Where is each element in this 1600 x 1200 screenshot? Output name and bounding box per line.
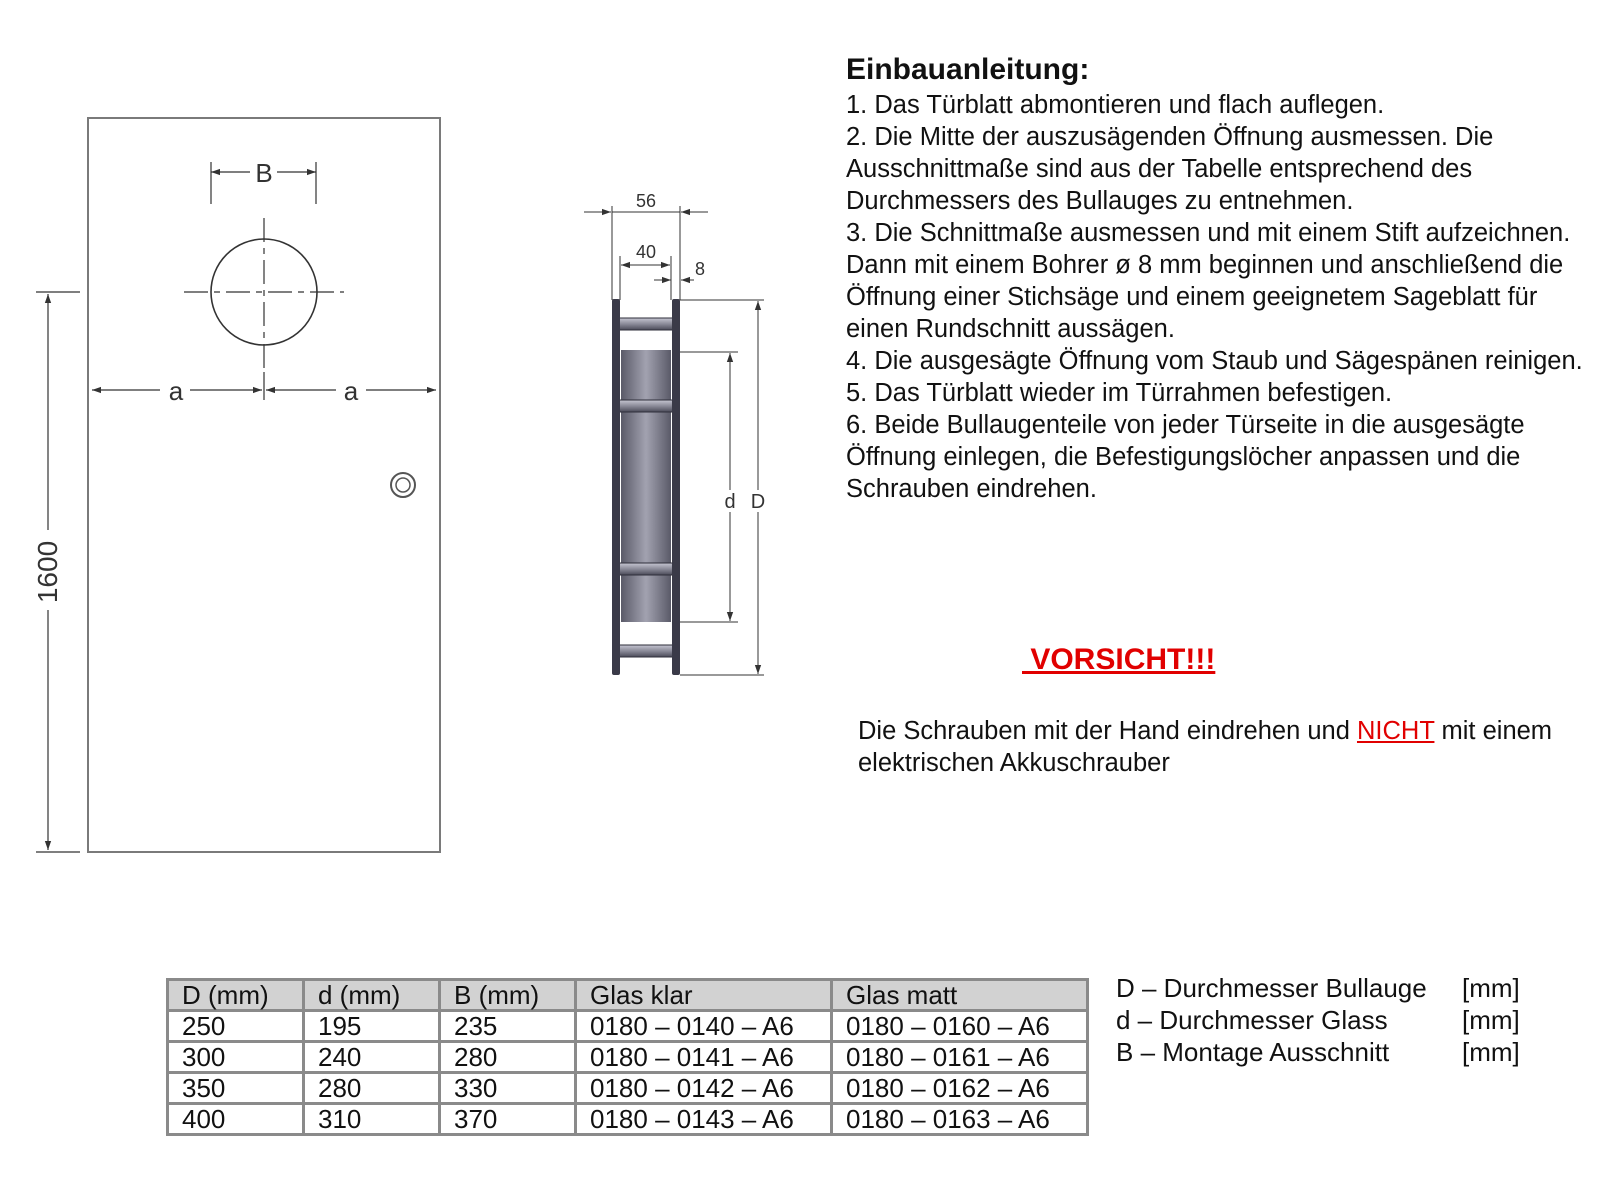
instruction-step: 6. Beide Bullaugenteile von jeder Türseite in die ausgesägte Öffnung einlegen, die Befestigungslöcher anpassen und die Schrauben eindrehen. bbox=[846, 411, 1525, 503]
label-height: 1600 bbox=[32, 540, 63, 604]
ring-upper bbox=[616, 400, 676, 412]
table-header-row bbox=[168, 980, 1088, 1011]
installation-instructions bbox=[846, 52, 1596, 505]
table-row bbox=[168, 1104, 1088, 1135]
table-row bbox=[168, 1042, 1088, 1073]
table-cell: 280 bbox=[440, 1042, 576, 1073]
table-row bbox=[168, 1073, 1088, 1104]
table-cell: 400 bbox=[168, 1104, 304, 1135]
table-cell: 0180 – 0143 – A6 bbox=[576, 1104, 832, 1135]
table-header-cell: Glas matt bbox=[832, 980, 1088, 1011]
porthole-cross-section bbox=[584, 191, 765, 675]
label-8: 8 bbox=[694, 259, 706, 279]
label-b: B bbox=[255, 158, 273, 188]
frame-right-bar bbox=[672, 299, 680, 675]
instruction-step: 1. Das Türblatt abmontieren und flach auflegen. bbox=[846, 91, 1385, 119]
legend-item bbox=[1116, 972, 1520, 1004]
label-56: 56 bbox=[635, 191, 657, 211]
table-header-cell: d (mm) bbox=[304, 980, 440, 1011]
instruction-step: 5. Das Türblatt wieder im Türrahmen befestigen. bbox=[846, 379, 1393, 407]
table-header-cell: D (mm) bbox=[168, 980, 304, 1011]
instruction-step: 3. Die Schnittmaße ausmessen und mit einem Stift aufzeichnen. Dann mit einem Bohrer ø 8 mm beginnen und anschließend die Öffnung einer Stichsäge und einem geeignetem Sageblatt für einen Rundschnitt aussägen. bbox=[846, 219, 1571, 343]
legend-unit: [mm] bbox=[1462, 1005, 1520, 1035]
table-cell: 280 bbox=[304, 1073, 440, 1104]
table-cell: 0180 – 0141 – A6 bbox=[576, 1042, 832, 1073]
instruction-step: 4. Die ausgesägte Öffnung vom Staub und Sägespänen reinigen. bbox=[846, 347, 1583, 375]
table-cell: 330 bbox=[440, 1073, 576, 1104]
legend-text: D – Durchmesser Bullauge bbox=[1116, 973, 1427, 1003]
glass-pane bbox=[621, 350, 671, 622]
door-handle-knob-inner bbox=[396, 478, 410, 492]
label-40: 40 bbox=[635, 242, 657, 262]
table-cell: 0180 – 0161 – A6 bbox=[832, 1042, 1088, 1073]
table-header-cell: B (mm) bbox=[440, 980, 576, 1011]
table-cell: 0180 – 0140 – A6 bbox=[576, 1011, 832, 1042]
door-front-view bbox=[32, 118, 440, 852]
table-cell: 250 bbox=[168, 1011, 304, 1042]
table-cell: 0180 – 0160 – A6 bbox=[832, 1011, 1088, 1042]
warning-text-after: mit einem elektrischen Akkuschrauber bbox=[858, 717, 1553, 777]
legend-text: d – Durchmesser Glass bbox=[1116, 1005, 1388, 1035]
legend-item bbox=[1116, 1036, 1520, 1068]
legend-text: B – Montage Ausschnitt bbox=[1116, 1037, 1390, 1067]
table-row bbox=[168, 1011, 1088, 1042]
table-header-cell: Glas klar bbox=[576, 980, 832, 1011]
label-d: d bbox=[724, 491, 736, 513]
table-cell: 0180 – 0162 – A6 bbox=[832, 1073, 1088, 1104]
table-cell: 235 bbox=[440, 1011, 576, 1042]
ring-bottom bbox=[616, 645, 676, 657]
dimensions-table bbox=[166, 978, 1089, 1136]
ring-lower bbox=[616, 563, 676, 575]
legend-unit: [mm] bbox=[1462, 973, 1520, 1003]
frame-left-bar bbox=[612, 299, 620, 675]
table-cell: 0180 – 0142 – A6 bbox=[576, 1073, 832, 1104]
instruction-step: 2. Die Mitte der auszusägenden Öffnung ausmessen. Die Ausschnittmaße sind aus der Tabelle entsprechend des Durchmessers des Bullauges zu entnehmen. bbox=[846, 123, 1494, 215]
table-cell: 370 bbox=[440, 1104, 576, 1135]
label-a-left: a bbox=[168, 376, 184, 406]
legend-item bbox=[1116, 1004, 1520, 1036]
table-cell: 0180 – 0163 – A6 bbox=[832, 1104, 1088, 1135]
door-handle-knob-outer bbox=[391, 473, 415, 497]
label-D: D bbox=[750, 491, 766, 513]
warning-text bbox=[858, 715, 1578, 779]
table-legend bbox=[1116, 972, 1520, 1068]
instructions-steps bbox=[846, 89, 1596, 505]
warning-title: VORSICHT!!! bbox=[1022, 643, 1216, 676]
instructions-title: Einbauanleitung: bbox=[846, 53, 1090, 86]
warning-emphasis: NICHT bbox=[1356, 717, 1435, 745]
table-cell: 195 bbox=[304, 1011, 440, 1042]
table-cell: 310 bbox=[304, 1104, 440, 1135]
warning-text-before: Die Schrauben mit der Hand eindrehen und bbox=[858, 717, 1357, 745]
table-cell: 240 bbox=[304, 1042, 440, 1073]
table-cell: 300 bbox=[168, 1042, 304, 1073]
ring-top bbox=[616, 318, 676, 330]
label-a-right: a bbox=[343, 376, 359, 406]
table-cell: 350 bbox=[168, 1073, 304, 1104]
legend-unit: [mm] bbox=[1462, 1037, 1520, 1067]
